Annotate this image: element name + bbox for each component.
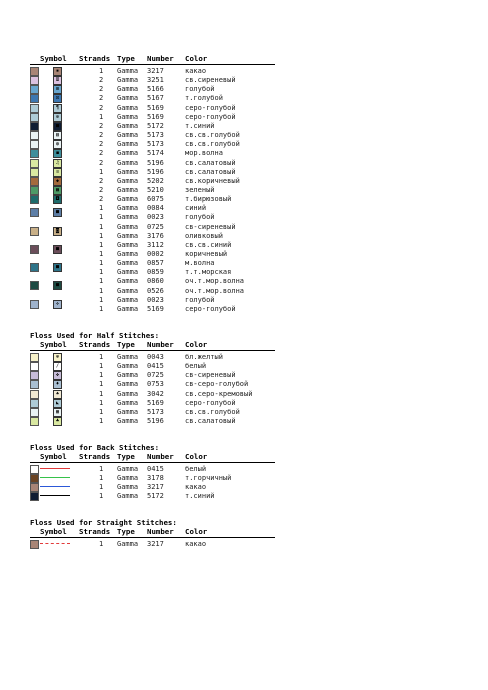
number-cell: 5173 [147,140,164,149]
color-name-cell: св.св.голубой [185,407,240,416]
color-name-cell: какао [185,67,207,75]
color-name-cell: м.волна [185,259,215,268]
type-cell: Gamma [117,103,139,112]
color-name-cell: оч.т.мор.волна [185,286,245,295]
color-name-cell: мор.волна [185,149,223,158]
header-type: Type [117,452,135,461]
number-cell: 3217 [147,67,164,75]
number-cell: 3042 [147,389,164,398]
section-title: Floss Used for Half Stitches: [30,331,160,340]
color-name-cell: т.синий [185,492,215,501]
strands-cell: 2 [99,140,104,149]
stitch-symbol-icon: ◆ [53,177,62,186]
type-cell: Gamma [117,380,139,389]
header-number: Number [147,527,174,536]
color-name-cell: серо-голубой [185,398,236,407]
header-number: Number [147,452,174,461]
stitch-symbol-icon: ✣ [53,300,62,309]
strands-cell: 2 [99,185,104,194]
strands-cell: 1 [99,268,104,277]
color-name-cell: т.т.морская [185,268,232,277]
color-name-cell: св.салатовый [185,417,236,426]
header-color: Color [185,527,208,536]
type-cell: Gamma [117,140,139,149]
header-type: Type [117,527,135,536]
strands-cell: 1 [99,371,104,380]
color-name-cell: коричневый [185,250,228,258]
type-cell: Gamma [117,417,139,426]
type-cell: Gamma [117,185,139,194]
type-cell: Gamma [117,67,139,75]
stitch-symbol-icon: ♣ [53,417,62,426]
type-cell: Gamma [117,149,139,158]
color-name-cell: св-сиреневый [185,222,236,231]
stitch-symbol-icon: ▩ [53,186,62,195]
type-cell: Gamma [117,304,139,313]
stitch-symbol-icon: ¶ [53,104,62,113]
strands-cell: 1 [99,474,104,483]
strands-cell: 1 [99,204,104,213]
header-number: Number [147,54,174,63]
strands-cell: 1 [99,407,104,416]
color-swatch [30,417,39,426]
color-name-cell: какао [185,540,207,548]
header-number: Number [147,340,174,349]
number-cell: 0859 [147,268,164,277]
type-cell: Gamma [117,112,139,121]
stitch-line [40,477,70,478]
type-cell: Gamma [117,204,139,213]
strands-cell: 1 [99,112,104,121]
color-name-cell: св-серо-голубой [185,380,249,389]
number-cell: 5169 [147,103,164,112]
header-type: Type [117,54,135,63]
strands-cell: 1 [99,380,104,389]
number-cell: 0415 [147,362,164,371]
strands-cell: 2 [99,94,104,103]
stitch-symbol-icon: ■ [53,245,62,254]
header-color: Color [185,452,208,461]
type-cell: Gamma [117,389,139,398]
stitch-symbol-icon: ⊞ [53,85,62,94]
table-row [30,491,275,501]
number-cell: 0002 [147,250,164,258]
type-cell: Gamma [117,195,139,204]
type-cell: Gamma [117,295,139,304]
type-cell: Gamma [117,240,139,249]
type-cell: Gamma [117,407,139,416]
type-cell: Gamma [117,222,139,231]
strands-cell: 1 [99,362,104,371]
stitch-symbol-icon: ■ [53,281,62,290]
stitch-symbol-icon: ◙ [53,227,62,236]
number-cell: 5169 [147,304,164,313]
number-cell: 0084 [147,204,164,213]
table-header [30,340,275,351]
color-name-cell: голубой [185,85,215,94]
number-cell: 3112 [147,240,164,249]
color-name-cell: т.горчичный [185,474,232,483]
type-cell: Gamma [117,398,139,407]
stitch-symbol-icon: ⊛ [53,353,62,362]
strands-cell: 1 [99,231,104,240]
type-cell: Gamma [117,353,139,361]
type-cell: Gamma [117,85,139,94]
header-strands: Strands [79,54,111,63]
color-name-cell: св.св.голубой [185,131,240,140]
strands-cell: 1 [99,398,104,407]
type-cell: Gamma [117,465,139,473]
number-cell: 5167 [147,94,164,103]
color-name-cell: св.св.голубой [185,140,240,149]
number-cell: 5172 [147,121,164,130]
type-cell: Gamma [117,76,139,85]
strands-cell: 1 [99,353,104,361]
strands-cell: 1 [99,295,104,304]
stitch-symbol-icon: ◣ [53,399,62,408]
stitch-symbol-icon: ◘ [53,195,62,204]
stitch-symbol-icon: ⊡ [53,94,62,103]
strands-cell: 2 [99,103,104,112]
color-name-cell: св.св.синий [185,240,232,249]
number-cell: 6075 [147,195,164,204]
strands-cell: 1 [99,483,104,492]
stitch-symbol-icon: ◍ [53,140,62,149]
number-cell: 3251 [147,76,164,85]
table-header [30,527,275,538]
number-cell: 0725 [147,222,164,231]
number-cell: 5173 [147,407,164,416]
color-name-cell: св.салатовый [185,167,236,176]
stitch-symbol-icon: ■ [53,263,62,272]
number-cell: 5174 [147,149,164,158]
number-cell: 5196 [147,158,164,167]
type-cell: Gamma [117,259,139,268]
stitch-symbol-icon: ✤ [53,371,62,380]
color-swatch [30,492,39,501]
stitch-symbol-icon: ▦ [53,408,62,417]
type-cell: Gamma [117,121,139,130]
stitch-symbol-icon: ♠ [53,390,62,399]
header-symbol: Symbol [40,527,67,536]
strands-cell: 1 [99,389,104,398]
table-row [30,304,275,314]
header-symbol: Symbol [40,452,67,461]
stitch-symbol-icon: ■ [53,208,62,217]
type-cell: Gamma [117,286,139,295]
strands-cell: 1 [99,540,104,548]
number-cell: 3176 [147,231,164,240]
number-cell: 0860 [147,277,164,286]
type-cell: Gamma [117,213,139,222]
color-name-cell: св.серо-кремовый [185,389,253,398]
table-row [30,416,275,426]
strands-cell: 1 [99,492,104,501]
color-name-cell: св.салатовый [185,158,236,167]
strands-cell: 2 [99,85,104,94]
number-cell: 0023 [147,295,164,304]
color-name-cell: оч.т.мор.волна [185,277,245,286]
type-cell: Gamma [117,540,139,548]
type-cell: Gamma [117,176,139,185]
type-cell: Gamma [117,94,139,103]
number-cell: 0725 [147,371,164,380]
number-cell: 0415 [147,465,164,473]
color-name-cell: зеленый [185,185,215,194]
number-cell: 0023 [147,213,164,222]
number-cell: 5166 [147,85,164,94]
color-name-cell: серо-голубой [185,304,236,313]
number-cell: 5196 [147,167,164,176]
strands-cell: 2 [99,121,104,130]
stitch-symbol-icon: ▪ [53,67,62,76]
color-name-cell: синий [185,204,207,213]
stitch-symbol-icon: ◼ [53,149,62,158]
number-cell: 3217 [147,483,164,492]
strands-cell: 1 [99,417,104,426]
strands-cell: 1 [99,167,104,176]
strands-cell: 2 [99,149,104,158]
strands-cell: 2 [99,158,104,167]
type-cell: Gamma [117,492,139,501]
strands-cell: 1 [99,250,104,258]
color-name-cell: какао [185,483,207,492]
stitch-symbol-icon: ▧ [53,131,62,140]
number-cell: 0526 [147,286,164,295]
strands-cell: 1 [99,213,104,222]
header-type: Type [117,340,135,349]
strands-cell: 1 [99,304,104,313]
strands-cell: 1 [99,286,104,295]
number-cell: 5169 [147,112,164,121]
type-cell: Gamma [117,474,139,483]
stitch-line [40,468,70,469]
strands-cell: 2 [99,76,104,85]
number-cell: 0753 [147,380,164,389]
color-swatch [30,540,39,549]
table-row [30,539,275,549]
strands-cell: 2 [99,195,104,204]
number-cell: 0043 [147,353,164,361]
type-cell: Gamma [117,158,139,167]
number-cell: 5210 [147,185,164,194]
color-name-cell: т.голубой [185,94,223,103]
color-name-cell: голубой [185,295,215,304]
stitch-symbol-icon: ♦ [53,380,62,389]
stitch-symbol-icon: ■ [53,122,62,131]
header-strands: Strands [79,340,111,349]
strands-cell: 2 [99,176,104,185]
type-cell: Gamma [117,268,139,277]
table-header [30,54,275,65]
stitch-symbol-icon: ≡ [53,168,62,177]
strands-cell: 1 [99,259,104,268]
type-cell: Gamma [117,131,139,140]
color-name-cell: серо-голубой [185,103,236,112]
number-cell: 5202 [147,176,164,185]
number-cell: 3217 [147,540,164,548]
type-cell: Gamma [117,231,139,240]
color-name-cell: белый [185,465,207,473]
strands-cell: 1 [99,222,104,231]
strands-cell: 1 [99,240,104,249]
number-cell: 5172 [147,492,164,501]
color-name-cell: оливковый [185,231,223,240]
header-strands: Strands [79,452,111,461]
type-cell: Gamma [117,362,139,371]
color-name-cell: св.коричневый [185,176,240,185]
type-cell: Gamma [117,483,139,492]
type-cell: Gamma [117,250,139,258]
strands-cell: 1 [99,67,104,75]
stitch-line [40,486,70,487]
number-cell: 0857 [147,259,164,268]
stitch-symbol-icon: ∕ [53,362,62,371]
strands-cell: 1 [99,277,104,286]
table-header [30,452,275,463]
number-cell: 3178 [147,474,164,483]
type-cell: Gamma [117,371,139,380]
header-strands: Strands [79,527,111,536]
header-symbol: Symbol [40,340,67,349]
stitch-symbol-icon: Ш [53,76,62,85]
stitch-symbol-icon: ♫ [53,159,62,168]
header-color: Color [185,54,208,63]
stitch-line [40,495,70,496]
color-name-cell: белый [185,362,207,371]
number-cell: 5173 [147,131,164,140]
number-cell: 5169 [147,398,164,407]
header-color: Color [185,340,208,349]
strands-cell: 2 [99,131,104,140]
type-cell: Gamma [117,167,139,176]
strands-cell: 1 [99,465,104,473]
color-name-cell: бл.желтый [185,353,223,361]
type-cell: Gamma [117,277,139,286]
header-symbol: Symbol [40,54,67,63]
stitch-symbol-icon: ⊕ [53,113,62,122]
section-title: Floss Used for Straight Stitches: [30,518,177,527]
stitch-line [40,543,70,544]
number-cell: 5196 [147,417,164,426]
color-name-cell: серо-голубой [185,112,236,121]
color-name-cell: голубой [185,213,215,222]
color-name-cell: т.синий [185,121,215,130]
color-name-cell: св-сиреневый [185,371,236,380]
section-title: Floss Used for Back Stitches: [30,443,160,452]
color-name-cell: т.бирюзовый [185,195,232,204]
color-name-cell: св.сиреневый [185,76,236,85]
